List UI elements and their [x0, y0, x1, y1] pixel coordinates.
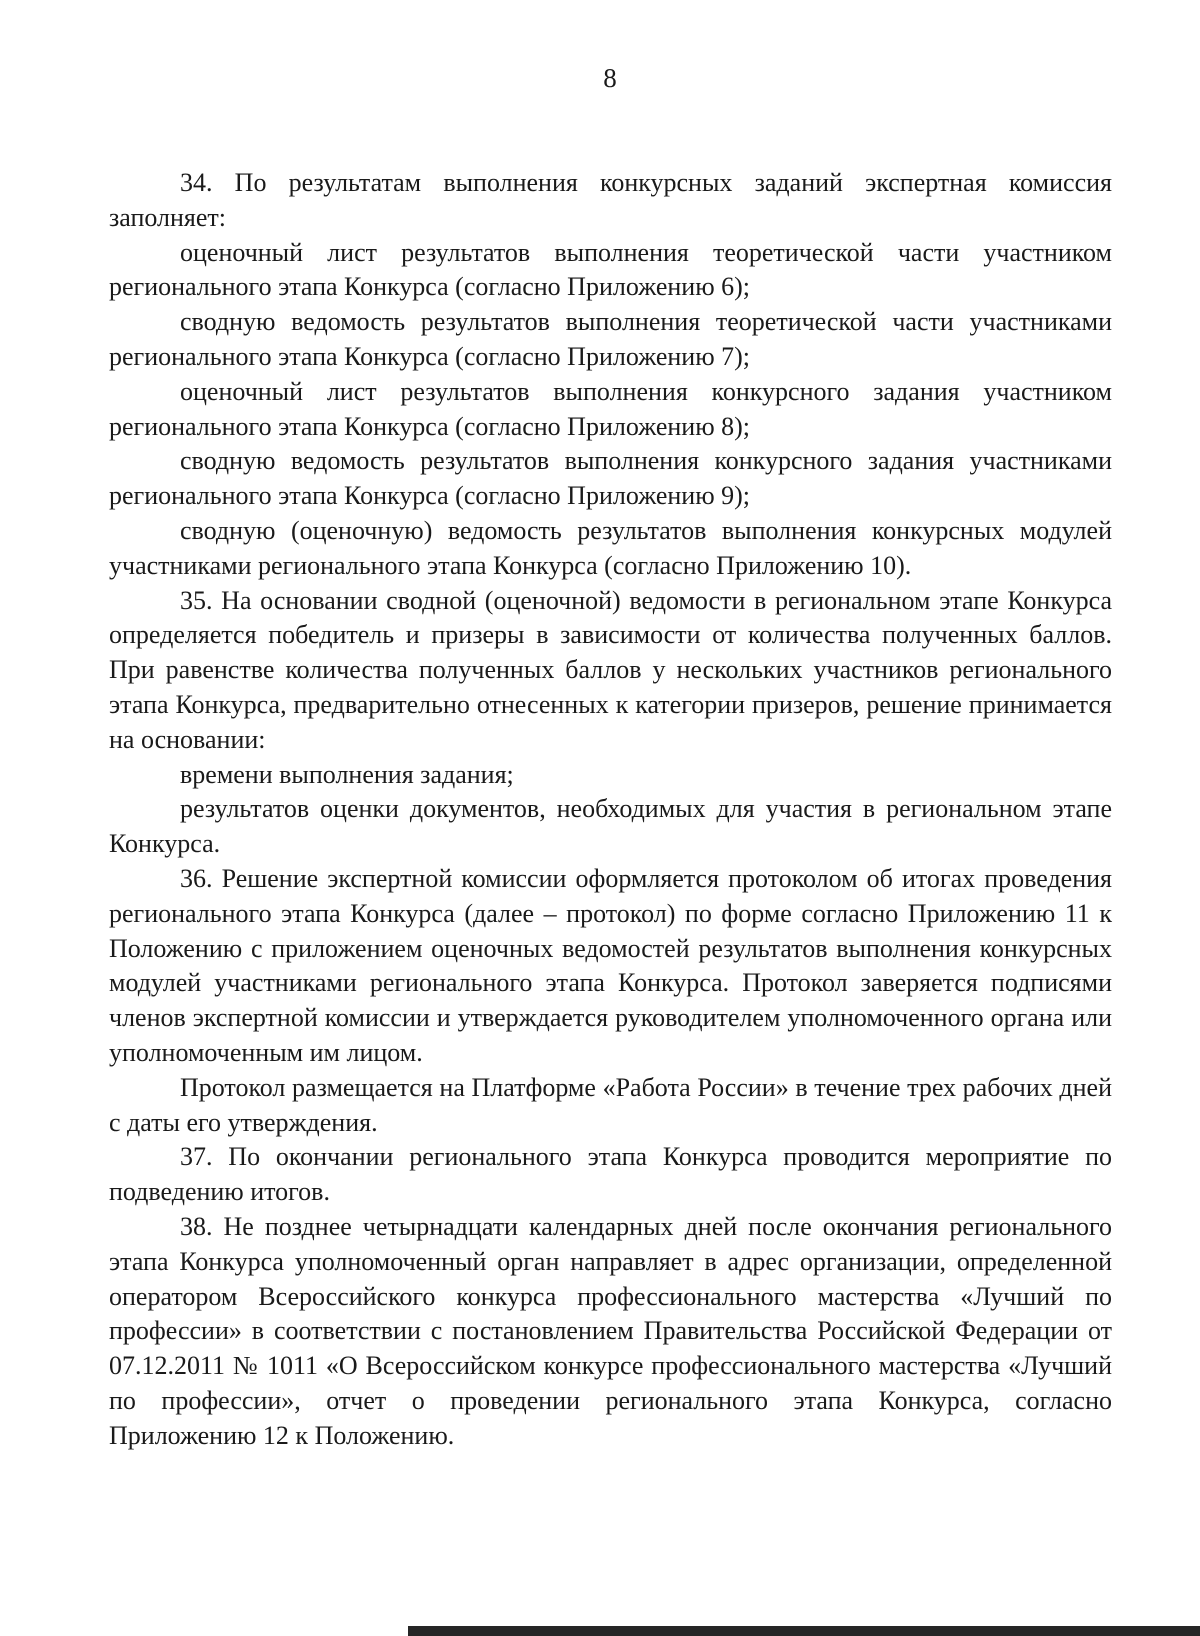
page-number: 8: [603, 63, 617, 93]
document-body: [109, 166, 1112, 1453]
list-item-appendix-6: оценочный лист результатов выполнения теоретической части участником регионального этапа Конкурса (согласно Приложению 6);: [109, 237, 1112, 302]
scan-bottom-edge: [408, 1626, 1200, 1636]
paragraph-36: 36. Решение экспертной комиссии оформляется протоколом об итогах проведения регионального этапа Конкурса (далее – протокол) по форме согласно Приложению 11 к Положению с приложением оценочных ведомостей результатов выполнения конкурсных модулей участниками регионального этапа Конкурса. Протокол заверяется подписями членов экспертной комиссии и утверждается руководителем уполномоченного органа или уполномоченным им лицом.: [109, 863, 1112, 1067]
list-item-appendix-8: оценочный лист результатов выполнения конкурсного задания участником регионального этапа Конкурса (согласно Приложению 8);: [109, 376, 1112, 441]
paragraph-34-intro: 34. По результатам выполнения конкурсных заданий экспертная комиссия заполняет:: [109, 168, 1112, 232]
paragraph-38: 38. Не позднее четырнадцати календарных дней после окончания регионального этапа Конкурса уполномоченный орган направляет в адрес организации, определенной оператором Всероссийского конкурса профессионального мастерства «Лучший по профессии» в соответствии с постановлением Правительства Российской Федерации от 07.12.2011 № 1011 «О Всероссийском конкурсе профессионального мастерства «Лучший по профессии», отчет о проведении регионального этапа Конкурса, согласно Приложению 12 к Положению.: [109, 1211, 1112, 1450]
list-item-appendix-7: сводную ведомость результатов выполнения теоретической части участниками регионального этапа Конкурса (согласно Приложению 7);: [109, 307, 1112, 371]
list-item-document-evaluation: результатов оценки документов, необходимых для участия в региональном этапе Конкурса.: [109, 794, 1112, 859]
list-item-appendix-9: сводную ведомость результатов выполнения конкурсного задания участниками регионального этапа Конкурса (согласно Приложению 9);: [109, 446, 1112, 511]
list-item-task-time: времени выполнения задания;: [180, 759, 514, 789]
paragraph-35: 35. На основании сводной (оценочной) ведомости в региональном этапе Конкурса определяется победитель и призеры в зависимости от количества полученных баллов. При равенстве количества полученных баллов у нескольких участников регионального этапа Конкурса, предварительно отнесенных к категории призеров, решение принимается на основании:: [109, 585, 1112, 754]
paragraph-protocol-publication: Протокол размещается на Платформе «Работа России» в течение трех рабочих дней с даты его утверждения.: [109, 1072, 1112, 1137]
list-item-appendix-10: сводную (оценочную) ведомость результатов выполнения конкурсных модулей участниками регионального этапа Конкурса (согласно Приложению 10).: [109, 515, 1112, 580]
paragraph-37: 37. По окончании регионального этапа Конкурса проводится мероприятие по подведению итогов.: [109, 1142, 1112, 1207]
